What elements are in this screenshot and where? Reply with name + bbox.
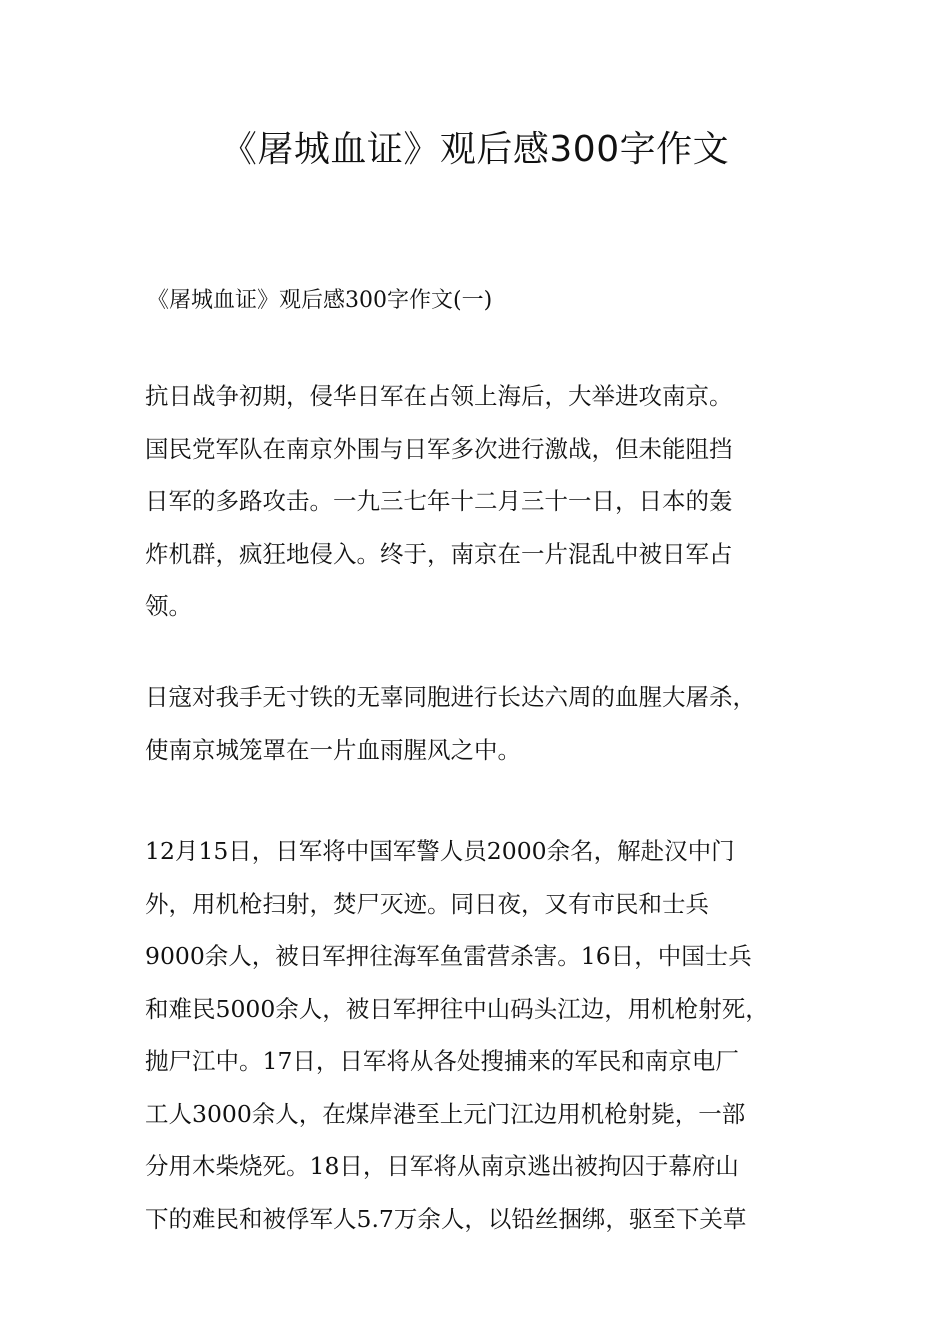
paragraph-line: 12月15日，日军将中国军警人员2000余名，解赴汉中门: [145, 837, 735, 865]
paragraph-line: 抗日战争初期，侵华日军在占领上海后，大举进攻南京。: [145, 382, 733, 410]
paragraph-3: [145, 825, 825, 1245]
paragraph-line: 抛尸江中。17日，日军将从各处搜捕来的军民和南京电厂: [145, 1047, 739, 1075]
section-heading: 《屠城血证》观后感300字作文(一): [147, 288, 493, 313]
paragraph-line: 9000余人，被日军押往海军鱼雷营杀害。16日，中国士兵: [145, 942, 752, 970]
paragraph-line: 和难民5000余人，被日军押往中山码头江边，用机枪射死，: [145, 994, 769, 1023]
paragraph-line: 下的难民和被俘军人5.7万余人，以铅丝捆绑，驱至下关草: [145, 1204, 747, 1233]
paragraph-line: 分用木柴烧死。18日，日军将从南京逃出被拘囚于幕府山: [145, 1152, 739, 1180]
paragraph-line: 国民党军队在南京外围与日军多次进行激战，但未能阻挡: [145, 434, 733, 463]
paragraph-2: [145, 671, 825, 776]
paragraph-line: 领。: [145, 592, 192, 620]
document-title: 《屠城血证》观后感300字作文: [220, 129, 730, 170]
paragraph-line: 使南京城笼罩在一片血雨腥风之中。: [145, 735, 521, 764]
paragraph-line: 外，用机枪扫射，焚尸灭迹。同日夜，又有市民和士兵: [145, 889, 709, 918]
paragraph-1: [145, 370, 825, 633]
paragraph-line: 工人3000余人，在煤岸港至上元门江边用机枪射毙，一部: [145, 1099, 746, 1128]
paragraph-line: 日寇对我手无寸铁的无辜同胞进行长达六周的血腥大屠杀，: [145, 683, 756, 711]
paragraph-line: 日军的多路攻击。一九三七年十二月三十一日，日本的轰: [145, 487, 733, 515]
paragraph-line: 炸机群，疯狂地侵入。终于，南京在一片混乱中被日军占: [145, 539, 733, 568]
